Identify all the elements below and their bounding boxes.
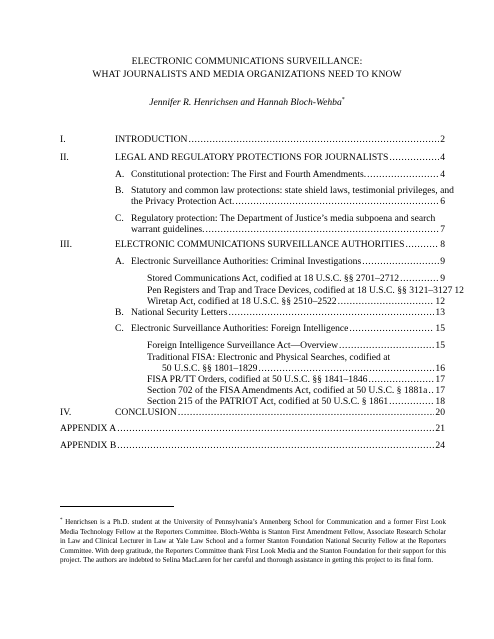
- toc-entry-text: APPENDIX B: [60, 440, 117, 451]
- toc-entry-text: APPENDIX A: [60, 423, 117, 434]
- toc-entry-statutory[interactable]: [131, 196, 445, 207]
- toc-page-number: 15: [435, 323, 445, 334]
- toc-num: B.: [115, 185, 124, 196]
- toc-page-number: 4: [440, 152, 445, 163]
- toc-page-number: 15: [435, 340, 445, 351]
- toc-num: B.: [115, 307, 124, 318]
- toc-num: IV.: [60, 407, 72, 418]
- dot-leader: [339, 340, 434, 351]
- toc-entry-surveillance-authorities[interactable]: [115, 239, 445, 250]
- toc-page-number: 17: [435, 374, 445, 385]
- toc-page-number: 6: [440, 196, 445, 207]
- dot-leader: [367, 169, 439, 180]
- footnote-marker: *: [60, 518, 63, 523]
- toc-entry-text: Electronic Surveillance Authorities: Criminal Investigations: [131, 256, 362, 267]
- toc-page-number: 8: [440, 239, 445, 250]
- toc-entry-text: National Security Letters: [131, 307, 228, 318]
- title-line-2: WHAT JOURNALISTS AND MEDIA ORGANIZATIONS NEED TO KNOW: [92, 69, 402, 80]
- footnote: [60, 516, 446, 566]
- toc-entry-text-line1: Regulatory protection: The Department of Justice’s media subpoena and search: [131, 213, 436, 224]
- dot-leader: [258, 363, 434, 374]
- dot-leader: [206, 224, 440, 235]
- toc-page-number: 9: [440, 256, 445, 267]
- toc-entry-text: Stored Communications Act, codified at 18 U.S.C. §§ 2701–2712: [147, 273, 400, 284]
- toc-entry-text: Electronic Surveillance Authorities: Foreign Intelligence: [131, 323, 349, 334]
- toc-page-number: 18: [435, 396, 445, 407]
- dot-leader: [389, 152, 439, 163]
- dot-leader: [235, 196, 439, 207]
- dot-leader: [228, 307, 434, 318]
- toc-page-number: 13: [435, 307, 445, 318]
- toc-entry-text: Section 215 of the PATRIOT Act, codified at 50 U.S.C. § 1861: [147, 396, 389, 407]
- toc-page-number: 7: [440, 224, 445, 235]
- dot-leader: [117, 423, 434, 434]
- toc-entry-foreign-intelligence[interactable]: [131, 323, 445, 334]
- toc-entry-introduction[interactable]: [115, 134, 445, 145]
- toc-num: II.: [60, 152, 69, 163]
- toc-entry-text: Pen Registers and Trap and Trace Devices, codified at 18 U.S.C. §§ 3121–3127: [147, 285, 453, 296]
- toc-page-number: 16: [435, 363, 445, 374]
- toc-entry-text: CONCLUSION: [115, 407, 177, 418]
- toc-num: A.: [115, 169, 125, 180]
- toc-entry-constitutional[interactable]: [131, 169, 445, 180]
- author-line: [0, 97, 494, 108]
- toc-entry-criminal-investigations[interactable]: [131, 256, 445, 267]
- toc-entry-section-702[interactable]: [147, 385, 445, 396]
- footnote-divider: [60, 506, 174, 507]
- toc-page-number: 24: [435, 440, 445, 451]
- toc-num: III.: [60, 239, 72, 250]
- toc-page-number: 9: [440, 273, 445, 284]
- toc-entry-text: Wiretap Act, codified at 18 U.S.C. §§ 2510–2522: [147, 296, 337, 307]
- toc-entry-text: Section 702 of the FISA Amendments Act, codified at 50 U.S.C. § 1881a: [147, 385, 428, 396]
- toc-page-number: 2: [440, 134, 445, 145]
- toc-page-number: 17: [435, 385, 445, 396]
- toc-entry-national-security-letters[interactable]: [131, 307, 445, 318]
- toc-entry-legal-protections[interactable]: [115, 152, 445, 163]
- toc-entry-fisa-prtt[interactable]: [147, 374, 445, 385]
- dot-leader: [117, 440, 434, 451]
- toc-entry-text-line1: Traditional FISA: Electronic and Physical Searches, codified at: [147, 352, 391, 363]
- authors-text: Jennifer R. Henrichsen and Hannah Bloch-Wehba: [149, 97, 342, 108]
- toc-entry-text-line2: 50 U.S.C. §§ 1801–1829: [162, 363, 258, 374]
- toc-entry-text: FISA PR/TT Orders, codified at 50 U.S.C. §§ 1841–1846: [147, 374, 368, 385]
- toc-entry-text: Constitutional protection: The First and Fourth Amendments.: [131, 169, 367, 180]
- toc-page-number: 12: [454, 285, 464, 296]
- footnote-text: Henrichsen is a Ph.D. student at the University of Pennsylvania’s Annenberg School for Communication and a former First Look Media Technology Fellow at the Reporters Committee. Bloch-Wehba is Stanton First Amendment Fellow, Associate Research Scholar in Law and Clinical Lecturer in Law at Yale Law School and a former Stanton Foundation National Security Fellow at the Reporters Committee. With deep gratitude, the Reporters Committee thank First Look Media and the Stanton Foundation for their support for this project. The authors are indebted to Selina MacLaren for her careful and thorough assistance in getting this project to its final form.: [60, 518, 446, 565]
- dot-leader: [389, 396, 434, 407]
- toc-entry-appendix-b[interactable]: [60, 440, 445, 451]
- toc-entry-conclusion[interactable]: [115, 407, 445, 418]
- toc-entry-text: ELECTRONIC COMMUNICATIONS SURVEILLANCE AUTHORITIES: [115, 239, 405, 250]
- dot-leader: [400, 273, 439, 284]
- dot-leader: [362, 256, 439, 267]
- toc-page-number: 20: [435, 407, 445, 418]
- toc-entry-traditional-fisa[interactable]: [162, 363, 445, 374]
- author-footnote-marker[interactable]: *: [341, 97, 345, 103]
- toc-entry-text: LEGAL AND REGULATORY PROTECTIONS FOR JOURNALISTS: [115, 152, 389, 163]
- toc-entry-text-line2: warrant guidelines.: [131, 224, 205, 235]
- dot-leader: [178, 407, 435, 418]
- dot-leader: [349, 323, 434, 334]
- toc-num: A.: [115, 256, 125, 267]
- title-line-1: ELECTRONIC COMMUNICATIONS SURVEILLANCE:: [131, 56, 363, 67]
- dot-leader: [405, 239, 439, 250]
- dot-leader: [428, 385, 434, 396]
- dot-leader: [188, 134, 439, 145]
- toc-page-number: 12: [435, 296, 445, 307]
- toc-num: C.: [115, 323, 124, 334]
- toc-entry-text: Foreign Intelligence Surveillance Act—Overview: [147, 340, 339, 351]
- toc-entry-text: INTRODUCTION: [115, 134, 188, 145]
- toc-entry-section-215[interactable]: [147, 396, 445, 407]
- toc-entry-pen-registers[interactable]: [147, 285, 464, 296]
- dot-leader: [368, 374, 434, 385]
- toc-page-number: 4: [440, 169, 445, 180]
- toc-entry-appendix-a[interactable]: [60, 423, 445, 434]
- toc-page-number: 21: [435, 423, 445, 434]
- toc-entry-regulatory[interactable]: [131, 224, 445, 235]
- toc-entry-stored-communications[interactable]: [147, 273, 445, 284]
- toc-entry-text-line1: Statutory and common law protections: state shield laws, testimonial privileges, and: [131, 185, 454, 196]
- toc-num: C.: [115, 213, 124, 224]
- toc-entry-text-line2: the Privacy Protection Act.: [131, 196, 235, 207]
- document-title: [0, 55, 494, 81]
- toc-entry-fisa-overview[interactable]: [147, 340, 445, 351]
- toc-num: I.: [60, 134, 66, 145]
- toc-entry-wiretap-act[interactable]: [147, 296, 445, 307]
- dot-leader: [338, 296, 435, 307]
